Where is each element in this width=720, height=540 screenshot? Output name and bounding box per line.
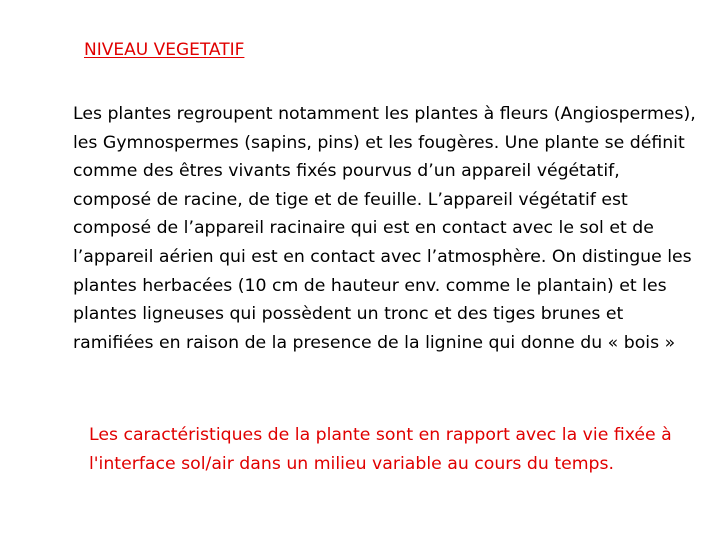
slide-title: NIVEAU VEGETATIF [84,40,245,60]
body-paragraph: Les plantes regroupent notamment les plantes à fleurs (Angiospermes), les Gymnospermes (sapins, pins) et les fougères. Une plante se définit comme des êtres vivants fixés pourvus d’un appareil végétatif, composé de racine, de tige et de feuille. L’appareil végétatif est composé de l’appareil racinaire qui est en contact avec le sol et de l’appareil aérien qui est en contact avec l’atmosphère. On distingue les plantes herbacées (10 cm de hauteur env. comme le plantain) et les plantes ligneuses qui possèdent un tronc et des tiges brunes et ramifiées en raison de la presence de la lignine qui donne du « bois » [73,104,696,353]
highlighted-note-paragraph: Les caractéristiques de la plante sont en rapport avec la vie fixée à l'interface sol/air dans un milieu variable au cours du temps. [89,425,672,474]
